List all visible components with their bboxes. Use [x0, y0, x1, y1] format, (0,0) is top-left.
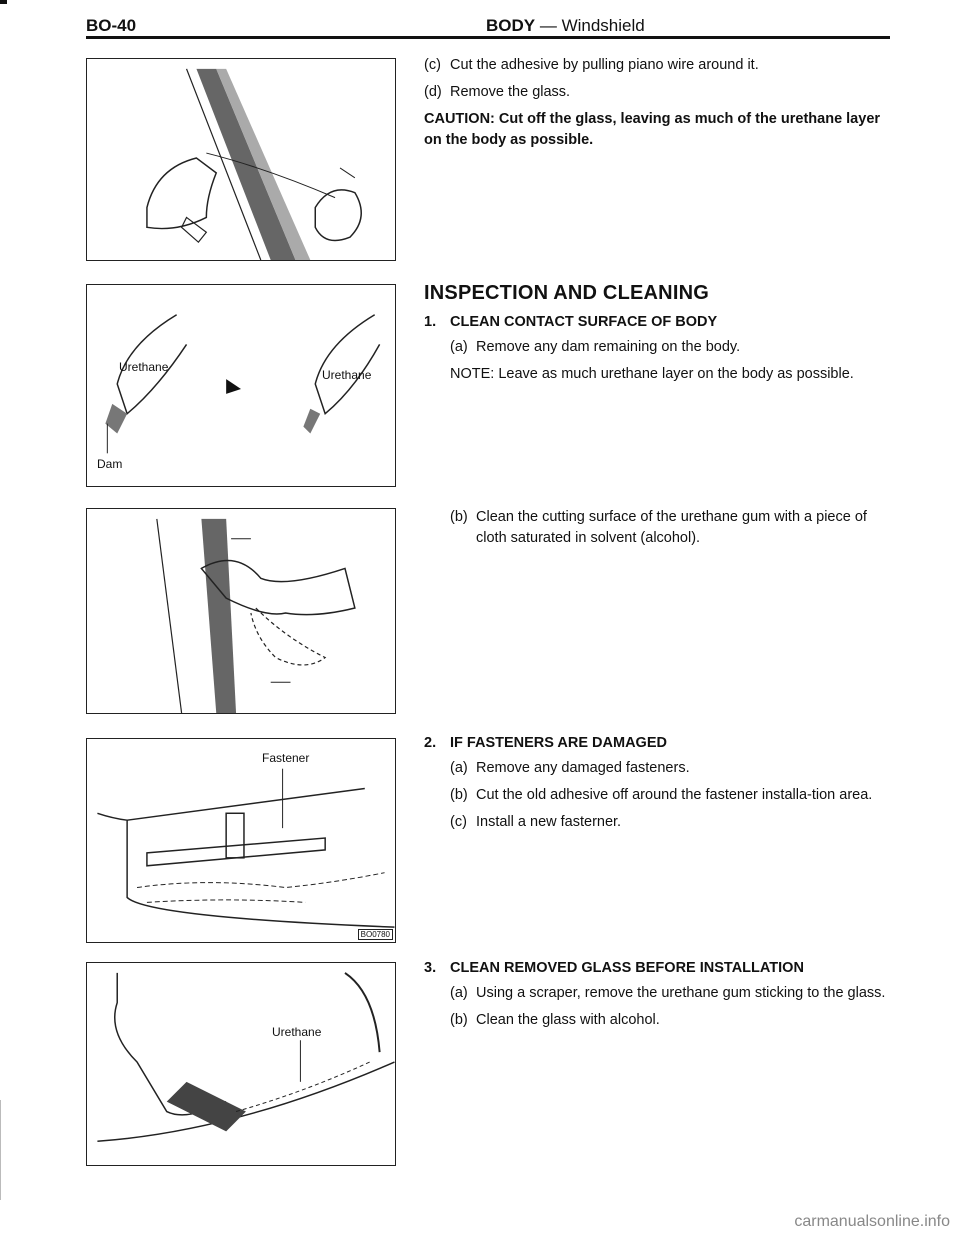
urethane-label-left: Urethane — [119, 360, 169, 374]
step-2a: (a) Remove any damaged fasteners. — [450, 760, 690, 776]
caution-note: CAUTION: Cut off the glass, leaving as much of the urethane layer on the body as possible. — [424, 111, 881, 148]
cloth-cleaning-illustration — [87, 509, 395, 713]
note-urethane: NOTE: Leave as much urethane layer on the body as possible. — [450, 366, 854, 382]
clean-glass-section — [424, 958, 892, 1037]
figure-fastener — [86, 738, 396, 943]
instructions-column — [424, 55, 892, 157]
heading-clean-glass: 3. CLEAN REMOVED GLASS BEFORE INSTALLATION — [424, 960, 804, 976]
page-title: BODY — Windshield — [486, 16, 645, 35]
step-2b: (b) Cut the old adhesive off around the fastener installa-tion area. — [450, 787, 873, 803]
edge-mark — [0, 1100, 1, 1200]
scraper-illustration — [87, 963, 395, 1165]
page-code: BO-40 — [86, 16, 137, 35]
heading-clean-contact: 1. CLEAN CONTACT SURFACE OF BODY — [424, 314, 718, 330]
step-1b: (b) Clean the cutting surface of the urethane gum with a piece of cloth saturated in solvent (alcohol). — [450, 509, 867, 546]
figure-cloth-cleaning — [86, 508, 396, 714]
fastener-illustration — [87, 739, 395, 942]
step-c-cut-adhesive: (c) Cut the adhesive by pulling piano wire around it. — [424, 57, 759, 73]
step-1b-block — [424, 507, 892, 555]
step-2c: (c) Install a new fasterner. — [450, 814, 622, 830]
dam-label: Dam — [97, 457, 123, 471]
fastener-label: Fastener — [262, 751, 310, 765]
dam-illustration — [87, 285, 395, 486]
corner-mark — [0, 0, 7, 4]
section-title: INSPECTION AND CLEANING — [424, 282, 709, 304]
urethane-label-right: Urethane — [322, 368, 372, 382]
watermark: carmanualsonline.info — [794, 1213, 950, 1230]
urethane-label: Urethane — [272, 1025, 322, 1039]
figure-code: BO0780 — [358, 929, 393, 940]
heading-fasteners: 2. IF FASTENERS ARE DAMAGED — [424, 735, 667, 751]
inspection-section — [424, 283, 892, 385]
figure-dam-removal — [86, 284, 396, 487]
header-rule — [86, 36, 890, 39]
step-d-remove-glass: (d) Remove the glass. — [424, 84, 571, 100]
fasteners-section — [424, 733, 892, 839]
figure-piano-wire — [86, 58, 396, 261]
step-3a: (a) Using a scraper, remove the urethane gum sticking to the glass. — [450, 985, 886, 1001]
figure-scraper — [86, 962, 396, 1166]
piano-wire-illustration — [87, 59, 395, 260]
step-3b: (b) Clean the glass with alcohol. — [450, 1012, 660, 1028]
step-1a: (a) Remove any dam remaining on the body. — [450, 339, 741, 355]
